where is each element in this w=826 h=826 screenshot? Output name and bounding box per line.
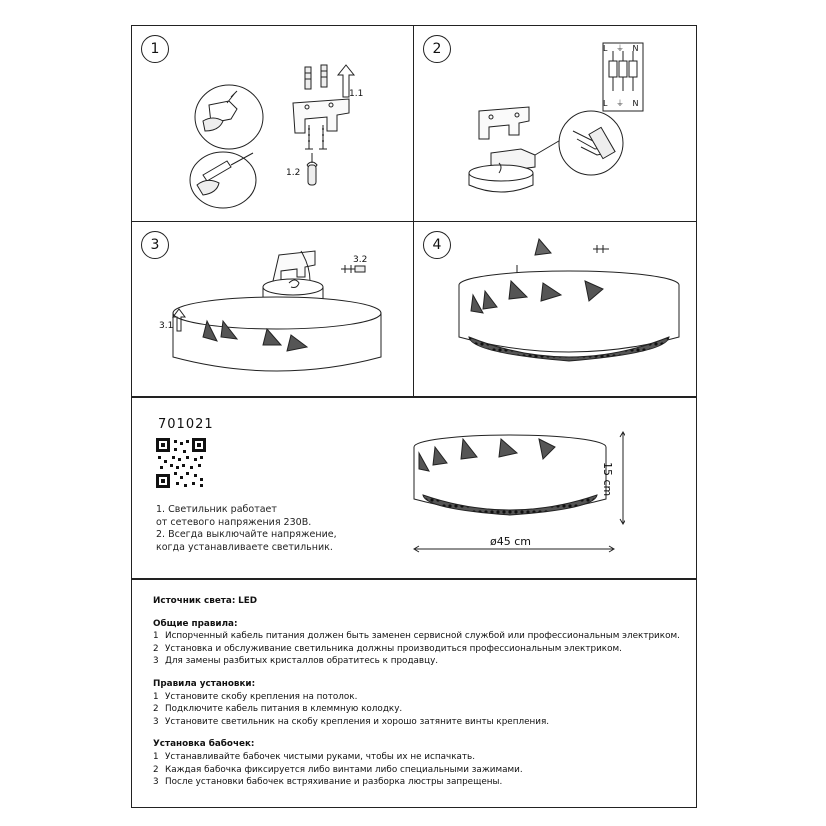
screwdriver-icon — [203, 153, 253, 181]
height-label: 15 cm — [601, 462, 614, 497]
step-4-badge: 4 — [423, 231, 451, 259]
section-title: Общие правила: — [153, 618, 238, 629]
list-item: 2 Подключите кабель питания в клеммную колодку. — [153, 704, 403, 715]
mounting-bracket-icon — [479, 107, 529, 139]
step-3-badge: 3 — [141, 231, 169, 259]
screwdriver-detail-circle — [190, 152, 256, 208]
butterfly-icon — [263, 329, 281, 345]
list-item: 1 Устанавливайте бабочек чистыми руками, чтобы их не испачкать. — [153, 751, 476, 762]
terminal-bottom-label: L ⏚ N — [603, 99, 642, 108]
step-4-illustration — [413, 221, 697, 397]
mounting-bracket-icon — [273, 251, 315, 281]
step-1-label-up: 1.1 — [349, 89, 364, 99]
step-3-illustration — [131, 221, 413, 397]
mounting-bracket-icon — [293, 99, 349, 133]
light-source-label: Источник света: — [153, 596, 236, 606]
light-source-line — [153, 595, 693, 608]
step-2-panel — [413, 25, 697, 221]
drill-detail-circle — [195, 85, 263, 149]
step-2-illustration — [413, 25, 697, 221]
wire-connection-detail-circle — [559, 111, 623, 175]
butterfly-icon — [287, 335, 307, 351]
list-item: 2 Установка и обслуживание светильника должны производиться профессиональным электриком. — [153, 643, 622, 654]
note-line: от сетевого напряжения 230В. — [156, 516, 312, 528]
butterfly-icon — [535, 239, 551, 255]
note-line: когда устанавливаете светильник. — [156, 541, 333, 553]
info-text — [153, 595, 693, 789]
height-dimension-line — [620, 432, 625, 524]
list-item: 1 Установите скобу крепления на потолок. — [153, 691, 358, 702]
note-line: 1. Светильник работает — [156, 504, 277, 515]
section-title: Правила установки: — [153, 678, 256, 689]
step-2-badge: 2 — [423, 35, 451, 63]
diameter-label: ø45 cm — [490, 535, 531, 548]
list-item: 2 Каждая бабочка фиксируется либо винтами либо специальными зажимами. — [153, 764, 523, 775]
step-1-label-screw: 1.2 — [286, 168, 301, 178]
list-item: 1 Испорченный кабель питания должен быть заменен сервисной службой или профессиональным электриком. — [153, 631, 680, 642]
step-3-label-screw: 3.2 — [353, 255, 368, 265]
step-1-illustration — [131, 25, 413, 221]
step-3-label-up: 3.1 — [159, 321, 174, 331]
model-number: 701021 — [158, 417, 214, 432]
safety-notes — [156, 504, 337, 554]
terminal-top-label: L ⏚ N — [603, 44, 642, 53]
step-1-badge: 1 — [141, 35, 169, 63]
step-4-panel — [413, 221, 697, 397]
lamp-shade-body — [459, 285, 679, 352]
list-item: 3 Для замены разбитых кристаллов обратитесь к продавцу. — [153, 656, 439, 667]
qr-code-icon — [156, 438, 206, 488]
section-title: Установка бабочек: — [153, 739, 255, 750]
lamp-shade-top — [173, 297, 381, 329]
note-line: 2. Всегда выключайте напряжение, — [156, 529, 337, 541]
light-source-value: LED — [238, 596, 258, 606]
step-1-panel — [131, 25, 413, 221]
step-3-panel — [131, 221, 413, 397]
list-item: 3 Установите светильник на скобу крепления и хорошо затяните винты крепления. — [153, 716, 550, 727]
list-item: 3 После установки бабочек встряхивание и разборка люстры запрещены. — [153, 777, 503, 788]
screw-icon — [593, 245, 609, 253]
